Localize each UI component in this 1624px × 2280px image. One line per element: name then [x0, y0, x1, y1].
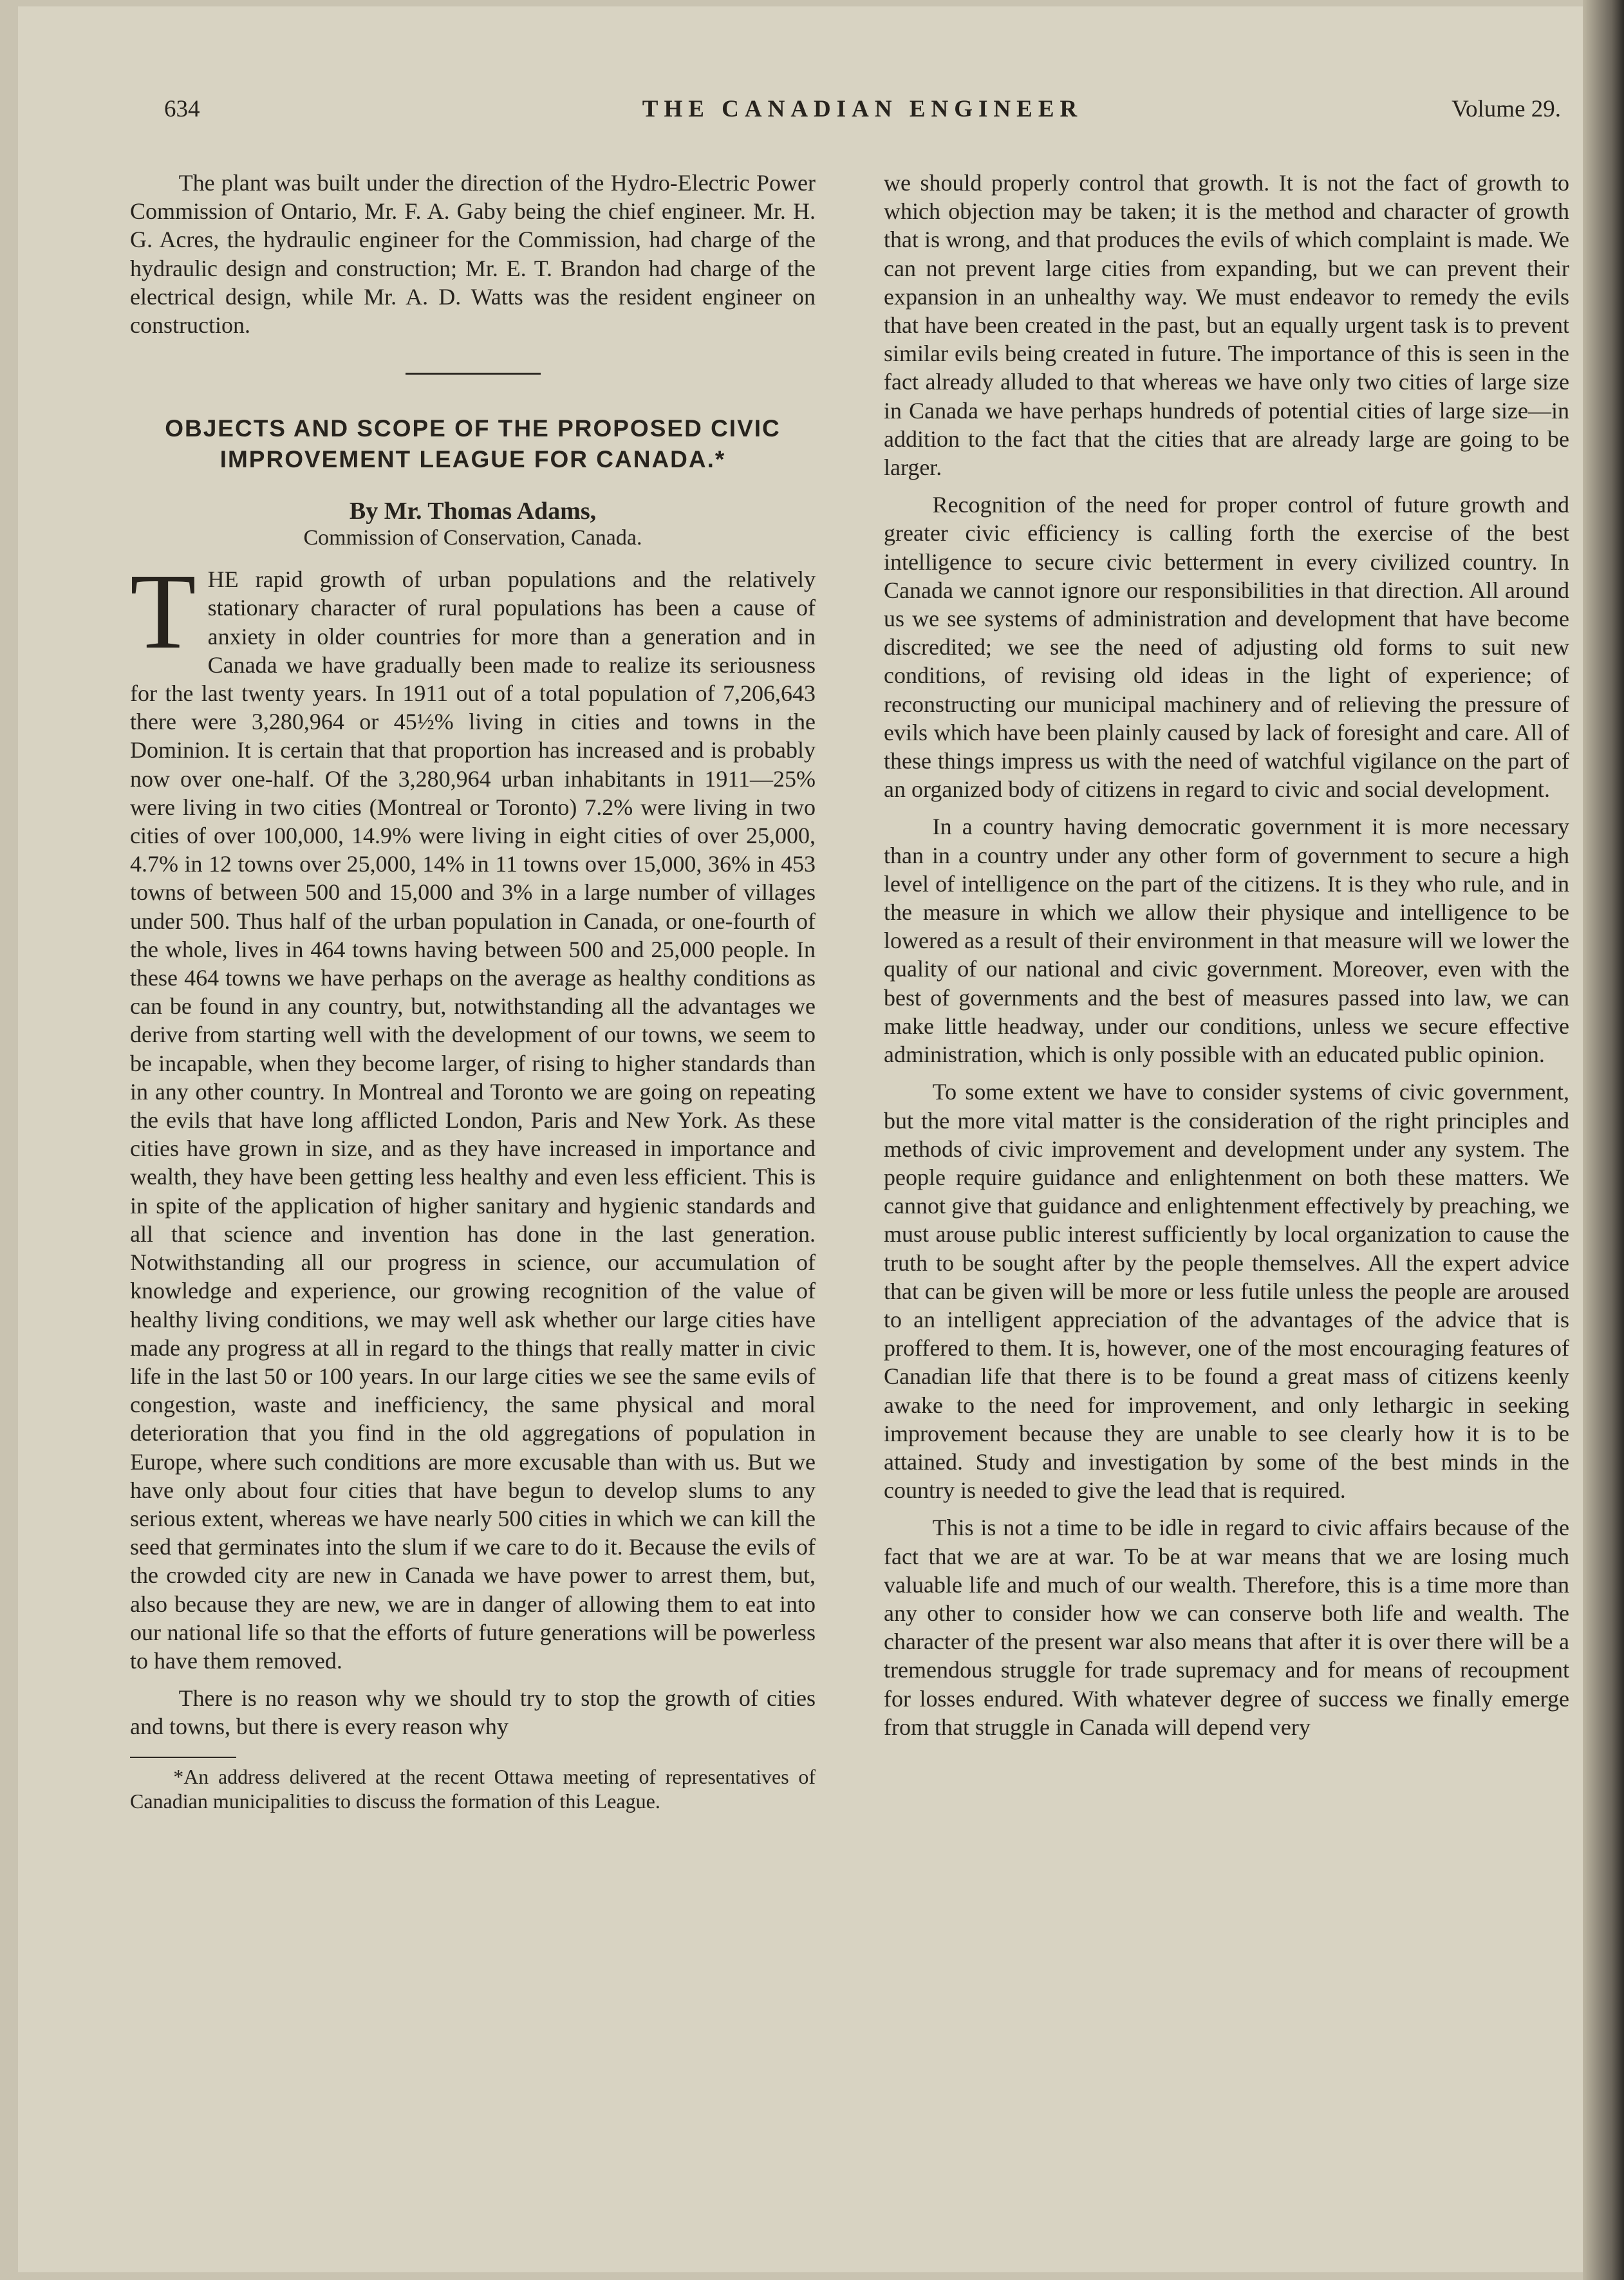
article-byline: By Mr. Thomas Adams, [349, 498, 597, 525]
intro-paragraph: The plant was built under the direction of the Hydro-Electric Power Commission of Ontario, Mr. F. A. Gaby being the chief engineer. Mr. H. G. Acres, the hydraulic engineer for the Commission, had charge of the hydraulic design and construction; Mr. E. T. Brandon had charge of the electrical design, while Mr. A. D. Watts was the resident engineer on construction. [130, 170, 816, 339]
binding-shadow [1583, 0, 1624, 2280]
drop-cap: T [130, 552, 196, 672]
section-divider [406, 373, 541, 375]
article-title [130, 413, 816, 475]
right-paragraph-5: This is not a time to be idle in regard to civic affairs because of the fact that we are at war. To be at war means that we are losing much valuable life and much of our wealth. Therefore, this is a time more than any other to consider how we can conserve both life and wealth. The character of the present war also means that after it is over there will be a tremendous struggle for trade supremacy and for means of recoupment for losses endured. With whatever degree of success we finally emerge from that struggle in Canada will depend very [884, 1515, 1569, 1740]
article-first-paragraph [130, 552, 816, 1675]
running-header [164, 90, 1561, 129]
page-number: 634 [164, 96, 200, 122]
right-paragraph-1: we should properly control that growth. It is not the fact of growth to which objection may be taken; it is the method and character of growth that is wrong, and that produces the evils of which complaint is made. We can not prevent large cities from expanding, but we can prevent their expansion in an unhealthy way. We must endeavor to remedy the evils that have been created in the past, but an equally urgent task is to prevent similar evils being created in future. The importance of this is seen in the fact already alluded to that whereas we have only two cities of large size in Canada we have perhaps hundreds of potential cities of large size—in addition to the fact that the cities that are already large are going to be larger. [884, 170, 1569, 481]
journal-title: THE CANADIAN ENGINEER [642, 96, 1083, 122]
right-paragraph-4: To some extent we have to consider systems of civic government, but the more vital matter is the consideration of the right principles and methods of civic improvement and development under any system. The people require guidance and enlightenment on both these matters. We cannot give that guidance and enlightenment effectively by preaching, we must arouse public interest sufficiently by local organization to cause the truth to be sought after by the people themselves. All the expert advice that can be given will be more or less futile unless the people are aroused to an intelligent appreciation of the advantages of the advice that is proffered to them. It is, however, one of the most encouraging features of Canadian life that there is to be found a great mass of citizens keenly awake to the need for improvement, and only lethargic in seeking improvement because they are unable to see clearly how it is to be attained. Study and investigation by some of the best minds in the country is needed to give the lead that is required. [884, 1079, 1569, 1504]
article-second-paragraph: There is no reason why we should try to stop the growth of cities and towns, but there is every reason why [130, 1685, 816, 1740]
right-paragraph-2: Recognition of the need for proper control of future growth and greater civic efficiency is calling forth the exercise of the best intelligence to secure civic betterment in every civilized country. In Canada we cannot ignore our responsibilities in that direction. All around us we see systems of administration and development that have become discredited; we see the need of adjusting old forms to suit new conditions, of revising old ideas in the light of experience; of reconstructing our municipal machinery and of relieving the pressure of evils which have been plainly caused by lack of foresight and care. All of these things impress us with the need of watchful vigilance on the part of an organized body of citizens in regard to civic and social development. [884, 492, 1569, 803]
footnote: *An address delivered at the recent Ottawa meeting of representatives of Canadian municipalities to discuss the formation of this League. [130, 1764, 816, 1813]
volume-label: Volume 29. [1451, 96, 1561, 122]
footnote-divider [130, 1757, 236, 1758]
first-paragraph-text: HE rapid growth of urban populations and the relatively stationary character of rural populations has been a cause of anxiety in older countries for more than a generation and in Canada we have gradually been made to realize its seriousness for the last twenty years. In 1911 out of a total population of 7,206,643 there were 3,280,964 or 45½% living in cities and towns in the Dominion. It is certain that that proportion has increased and is probably now over one-half. Of the 3,280,964 urban inhabitants in 1911—25% were living in two cities (Montreal or Toronto) 7.2% were living in two cities of over 100,000, 14.9% were living in eight cities of over 25,000, 4.7% in 12 towns over 25,000, 14% in 11 towns over 15,000, 36% in 453 towns of between 500 and 15,000 and 3% in a large number of villages under 500. Thus half of the urban population in Canada, or one-fourth of the whole, lives in 464 towns having between 500 and 25,000 people. In these 464 towns we have perhaps on the average as healthy conditions as can be found in any country, but, notwithstanding all the advantages we derive from starting well with the development of our towns, we seem to be incapable, when they become larger, of rising to higher standards than in any other country. In Montreal and Toronto we are going on repeating the evils that have long afflicted London, Paris and New York. As these cities have grown in size, and as they have increased in importance and wealth, they have been getting less healthy and even less efficient. This is in spite of the application of higher sanitary and hygienic standards and all that science and invention has done in the last generation. Notwithstanding all our progress in science, our accumulation of knowledge and experience, our growing recognition of the value of healthy living conditions, we may well ask whether our large cities have made any progress at all in regard to the things that really matter in civic life in the last 50 or 100 years. In our large cities we see the same evils of congestion, waste and inefficiency, the same physical and moral deterioration that you find in the old aggregations of population in Europe, where such conditions are more excusable than with us. But we have only about four cities that have begun to develop slums to any serious extent, whereas we have nearly 500 cities in which we can kill the seed that germinates into the slum if we care to do it. Because the evils of the crowded city are new in Canada we have power to arrest them, but, also because they are new, we are in danger of allowing them to eat into our national life so that the efforts of future generations will be powerless to have them removed. [130, 566, 816, 1674]
right-paragraph-3: In a country having democratic government it is more necessary than in a country under any other form of government to secure a high level of intelligence on the part of the citizens. It is they who rule, and in the measure in which we allow their physique and intelligence to be lowered as a result of their environment in that measure will we lower the quality of our national and civic government. Moreover, even with the best of governments and the best of measures passed into law, we can make little headway, under our conditions, unless we secure effective administration, which is only possible with an educated public opinion. [884, 814, 1569, 1068]
right-column [884, 169, 1569, 1750]
article-title-line-2: IMPROVEMENT LEAGUE FOR CANADA.* [219, 446, 726, 473]
left-column [130, 169, 816, 1822]
author-affiliation: Commission of Conservation, Canada. [303, 526, 642, 550]
article-title-line-1: OBJECTS AND SCOPE OF THE PROPOSED CIVIC [165, 415, 781, 442]
